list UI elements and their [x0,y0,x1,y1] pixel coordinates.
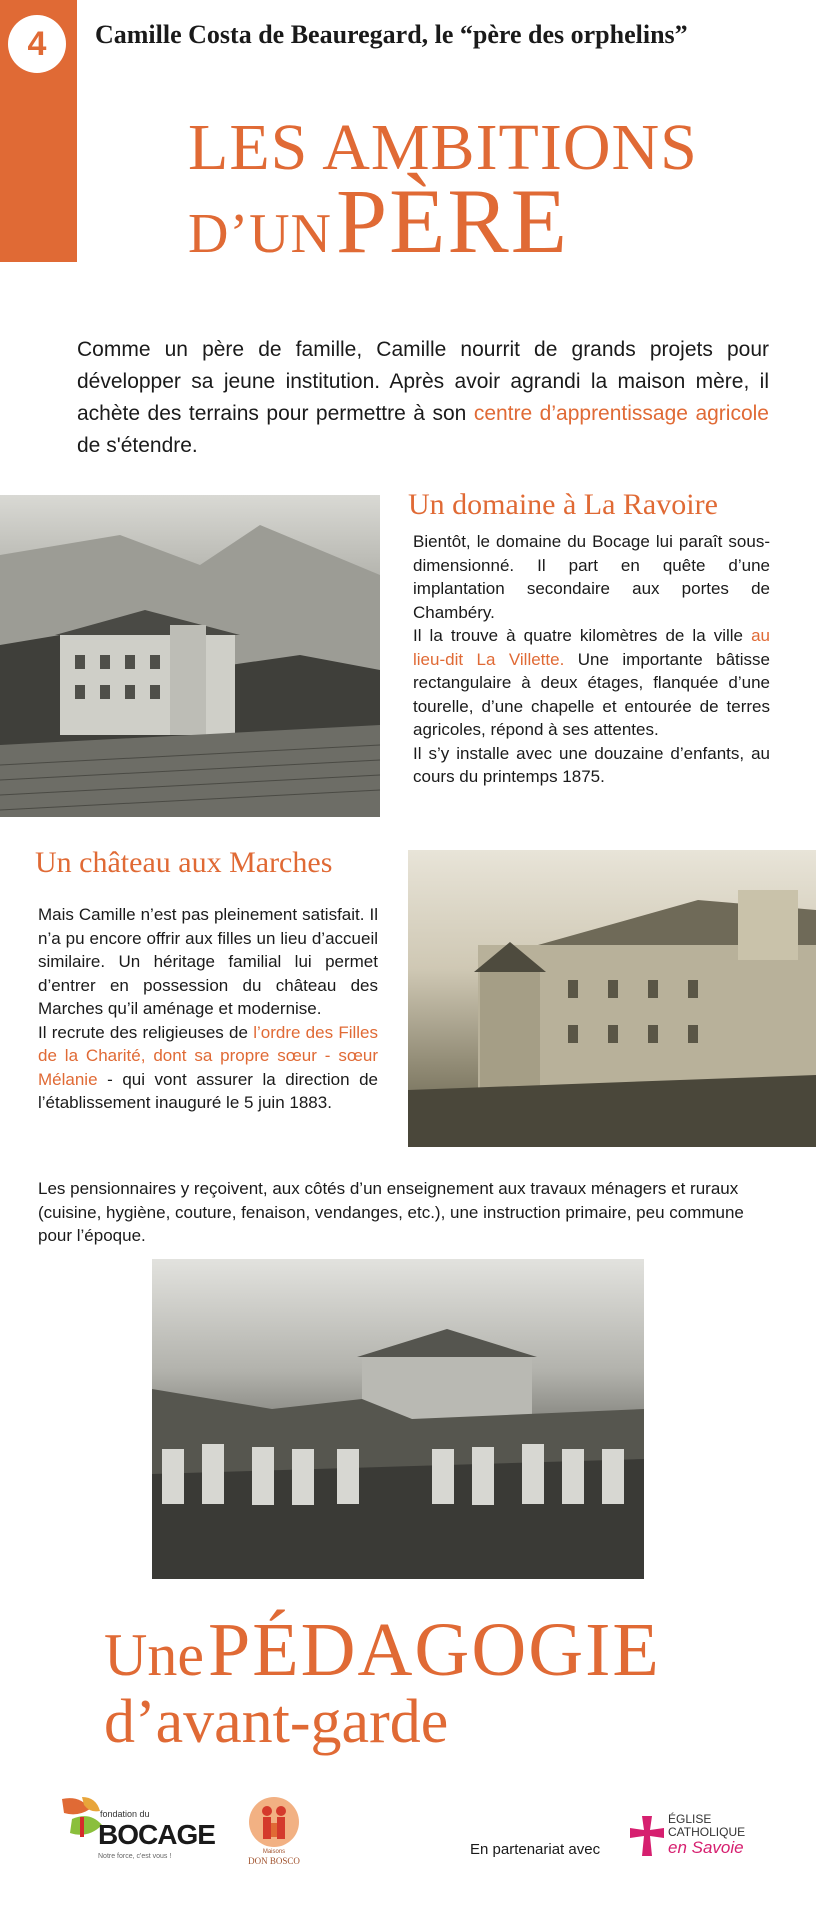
photo-children-gardening [152,1259,644,1579]
logo-eglise-catholique-savoie [630,1810,750,1862]
main-title-big: PÈRE [335,170,569,272]
marches-p2-after: - qui vont assurer la direction de l’établissement inauguré le 5 juin 1883. [38,1069,378,1112]
main-title-line1: LES AMBITIONS [188,111,698,184]
marches-paragraph-2 [38,1021,378,1115]
heading-la-ravoire: Un domaine à La Ravoire [408,488,718,521]
photo-chateau-marches [408,850,816,1147]
ravoire-paragraph-3: Il s’y installe avec une douzaine d’enfants, au cours du printemps 1875. [413,743,770,786]
pedagogie-title-line2: d’avant-garde [104,1688,449,1756]
photo-la-ravoire [0,495,380,817]
marches-p2-highlight: l’ordre des Filles de la Charité, dont sa propre sœur - sœur Mélanie [38,1022,379,1089]
marches-paragraph-1: Mais Camille n’est pas pleinement satisfait. Il n’a pu encore offrir aux filles un lieu d’accueil similaire. Un héritage familial lui permet d’entrer en possession du château des Marches qu’il aménage et modernise. [38,905,378,1018]
partnership-label: En partenariat avec [470,1841,601,1858]
panel-number-badge: 4 [8,15,66,73]
don-bosco-name: DON BOSCO [248,1856,300,1866]
heading-chateau-marches: Un château aux Marches [35,846,333,879]
main-title-line2 [188,170,569,293]
ravoire-paragraph-2 [413,624,770,742]
pedagogie-title-big: PÉDAGOGIE [207,1608,661,1692]
panel-header-title: Camille Costa de Beauregard, le “père des orphelins” [95,20,688,49]
ravoire-p2-before: Il la trouve à quatre kilomètres de la ville [413,626,752,645]
intro-paragraph [77,334,769,462]
ravoire-p2-after: Une importante bâtisse rectangulaire à deux étages, flanquée d’une tourelle, d’une chapelle et entourée de terres agricoles, répond à ses attentes. [413,649,770,739]
ravoire-text [413,530,770,789]
intro-text-before: Comme un père de famille, Camille nourrit de grands projets pour développer sa jeune institution. Après avoir agrandi la maison mère, il achète des terrains pour permettre à son [77,338,769,425]
don-bosco-emblem-icon [249,1797,299,1847]
eglise-line2: CATHOLIQUE [668,1825,746,1839]
logo-fondation-bocage [60,1795,215,1867]
pensionnaires-paragraph: Les pensionnaires y reçoivent, aux côtés d’un enseignement aux travaux ménagers et ruraux (cuisine, hygiène, couture, fenaison, vendanges, etc.), une instruction primaire, peu commune pour l’époque. [38,1179,744,1245]
bocage-name: BOCAGE [98,1819,215,1850]
bocage-small-text: fondation du [100,1809,150,1819]
eglise-cross-icon [630,1816,664,1856]
ravoire-paragraph-1: Bientôt, le domaine du Bocage lui paraît sous-dimensionné. Il part en quête d’une implantation secondaire aux portes de Chambéry. [413,532,770,622]
bocage-tagline: Notre force, c'est vous ! [98,1853,172,1860]
eglise-line1: ÉGLISE [668,1812,712,1826]
intro-text-after: de s'étendre. [77,434,198,457]
don-bosco-small-text: Maisons [262,1849,286,1855]
ravoire-p2-highlight: au lieu-dit La Villette. [413,626,770,669]
main-title-small: D’UN [188,203,332,265]
marches-text [38,903,378,1115]
logo-maisons-don-bosco [244,1797,304,1867]
pedagogie-title-small: Une [104,1622,204,1688]
intro-highlight: centre d’apprentissage agricole [473,402,769,425]
eglise-line3: en Savoie [668,1838,744,1857]
marches-p2-before: Il recrute des religieuses de [38,1022,254,1042]
